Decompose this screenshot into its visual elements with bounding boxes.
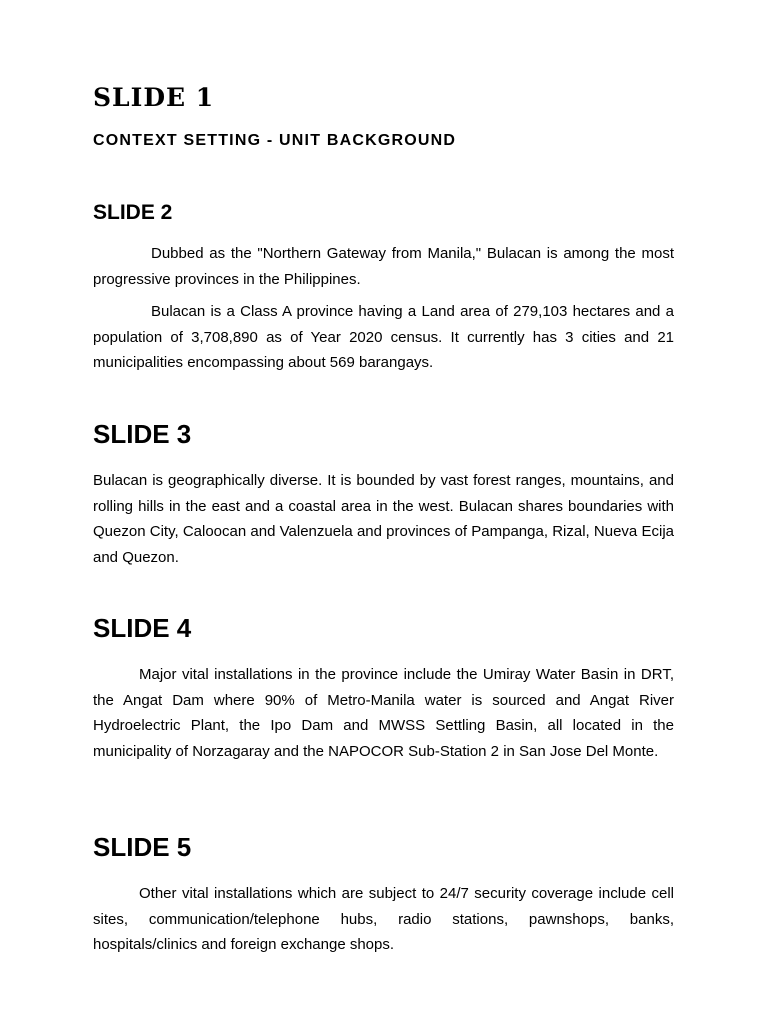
slide-3-paragraph-1: Bulacan is geographically diverse. It is bounded by vast forest ranges, mountains, and rolling hills in the east and a coastal area in the west. Bulacan shares boundaries with Quezon City, Caloocan and Valenzuela and provinces of Pampanga, Rizal, Nueva Ecija and Quezon.	[93, 472, 674, 566]
slide-1-heading: SLIDE 1	[93, 83, 215, 112]
slide-2-heading: SLIDE 2	[93, 201, 173, 224]
slide-2-paragraph-1: Dubbed as the "Northern Gateway from Manila," Bulacan is among the most progressive provinces in the Philippines.	[93, 245, 674, 288]
slide-1-subheading: CONTEXT SETTING - UNIT BACKGROUND	[93, 132, 457, 149]
slide-3-heading: SLIDE 3	[93, 419, 192, 449]
slide-5-heading: SLIDE 5	[93, 832, 192, 862]
slide-5-paragraph-1: Other vital installations which are subject to 24/7 security coverage include cell sites, communication/telephone hubs, radio stations, pawnshops, banks, hospitals/clinics and foreign exchange shops.	[93, 885, 674, 953]
slide-4-heading: SLIDE 4	[93, 613, 192, 643]
slide-4-paragraph-1: Major vital installations in the province include the Umiray Water Basin in DRT, the Angat Dam where 90% of Metro-Manila water is sourced and Angat River Hydroelectric Plant, the Ipo Dam and MWSS Settling Basin, all located in the municipality of Norzagaray and the NAPOCOR Sub-Station 2 in San Jose Del Monte.	[93, 666, 674, 760]
slide-2-paragraph-2: Bulacan is a Class A province having a Land area of 279,103 hectares and a population of 3,708,890 as of Year 2020 census. It currently has 3 cities and 21 municipalities encompassing about 569 barangays.	[93, 303, 674, 371]
